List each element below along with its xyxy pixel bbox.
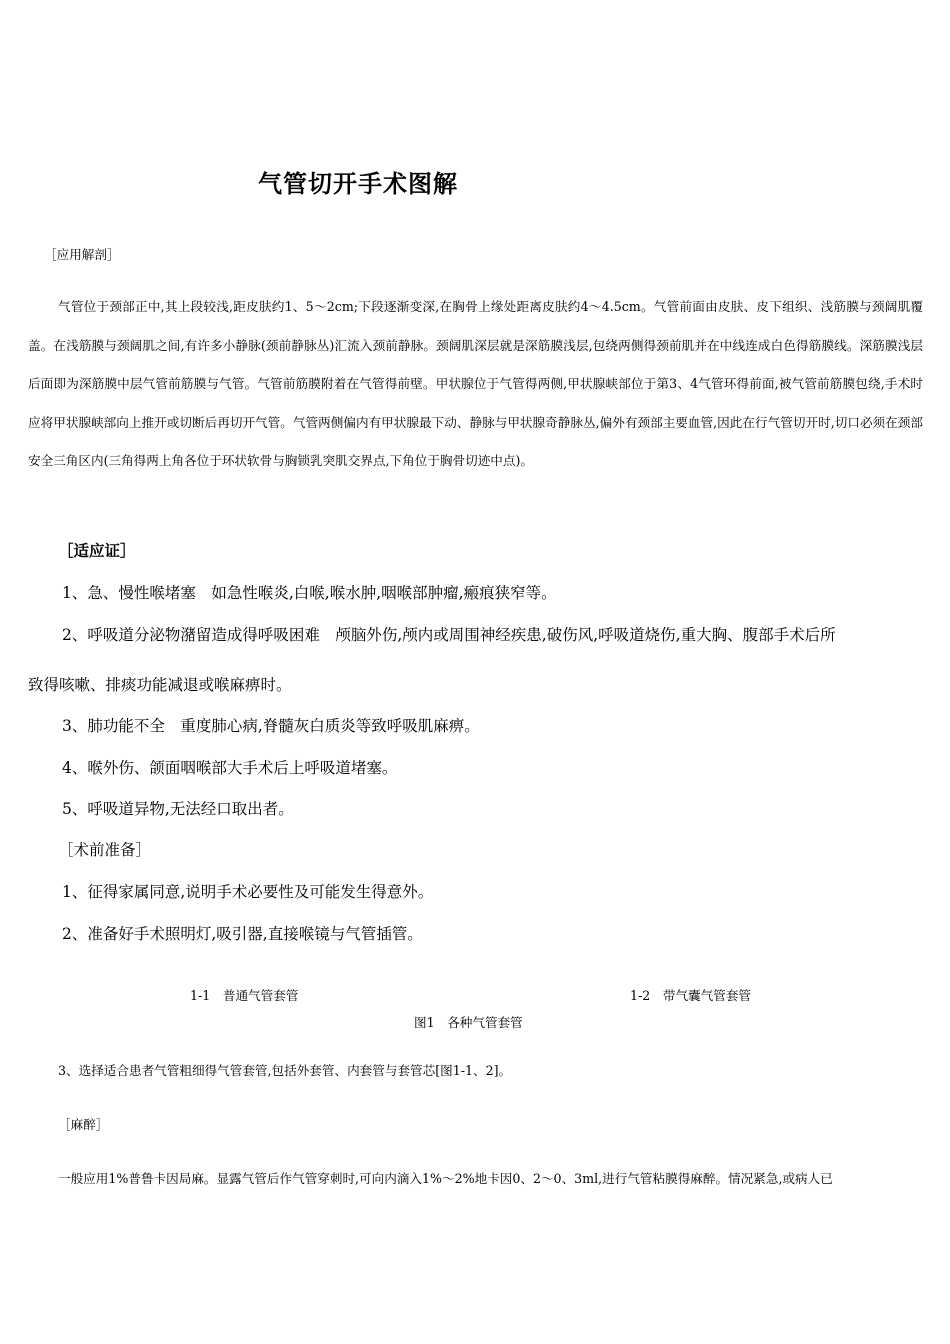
figure-subcaption-1: 1-1 普通气管套管: [190, 988, 299, 1003]
anesthesia-heading: ［麻醉］: [58, 1117, 109, 1132]
page-title: 气管切开手术图解: [258, 170, 458, 198]
preop-heading: ［术前准备］: [58, 841, 152, 859]
indication-item: 3、肺功能不全 重度肺心病,脊髓灰白质炎等致呼吸肌麻痹。: [62, 717, 480, 735]
anatomy-paragraph: 气管位于颈部正中,其上段较浅,距皮肤约1、5～2cm;下段逐渐变深,在胸骨上缘处距离皮肤约4～4.5cm。气管前面由皮肤、皮下组织、浅筋膜与颈阔肌覆盖。在浅筋膜与颈阔肌之间,有许多小静脉(颈前静脉丛)汇流入颈前静脉。颈阔肌深层就是深筋膜浅层,包绕两侧得颈前肌并在中线连成白色得筋膜线。深筋膜浅层后面即为深筋膜中层气管前筋膜与气管。气管前筋膜附着在气管得前壁。甲状腺位于气管得两侧,甲状腺峡部位于第3、4气管环得前面,被气管前筋膜包绕,手术时应将甲状腺峡部向上推开或切断后再切开气管。气管两侧偏内有甲状腺最下动、静脉与甲状腺奇静脉丛,偏外有颈部主要血管,因此在行气管切开时,切口必须在颈部安全三角区内(三角得两上角各位于环状软骨与胸锁乳突肌交界点,下角位于胸骨切迹中点)。: [28, 299, 923, 468]
figure-subcaption-2: 1-2 带气囊气管套管: [630, 988, 752, 1003]
preop-item: 1、征得家属同意,说明手术必要性及可能发生得意外。: [62, 883, 434, 901]
indication-item: 4、喉外伤、颌面咽喉部大手术后上呼吸道堵塞。: [62, 759, 398, 777]
indication-item: 致得咳嗽、排痰功能减退或喉麻痹时。: [28, 676, 292, 694]
preop-item: 2、准备好手术照明灯,吸引器,直接喉镜与气管插管。: [62, 925, 423, 943]
preop-item-3: 3、选择适合患者气管粗细得气管套管,包括外套管、内套管与套管芯[图1-1、2]。: [58, 1063, 512, 1078]
anatomy-heading: ［应用解剖］: [44, 247, 120, 262]
indication-item: 1、急、慢性喉堵塞 如急性喉炎,白喉,喉水肿,咽喉部肿瘤,瘢痕狭窄等。: [62, 584, 557, 602]
indication-item: 5、呼吸道异物,无法经口取出者。: [62, 800, 294, 818]
indication-item: 2、呼吸道分泌物潴留造成得呼吸困难 颅脑外伤,颅内或周围神经疾患,破伤风,呼吸道烧伤,重大胸、腹部手术后所: [62, 626, 836, 644]
figure-caption: 图1 各种气管套管: [414, 1015, 523, 1030]
indications-heading: ［适应证］: [58, 542, 136, 560]
anesthesia-paragraph: 一般应用1%普鲁卡因局麻。显露气管后作气管穿刺时,可向内滴入1%～2%地卡因0、2～0、3ml,进行气管粘膜得麻醉。情况紧急,或病人已: [58, 1171, 833, 1186]
